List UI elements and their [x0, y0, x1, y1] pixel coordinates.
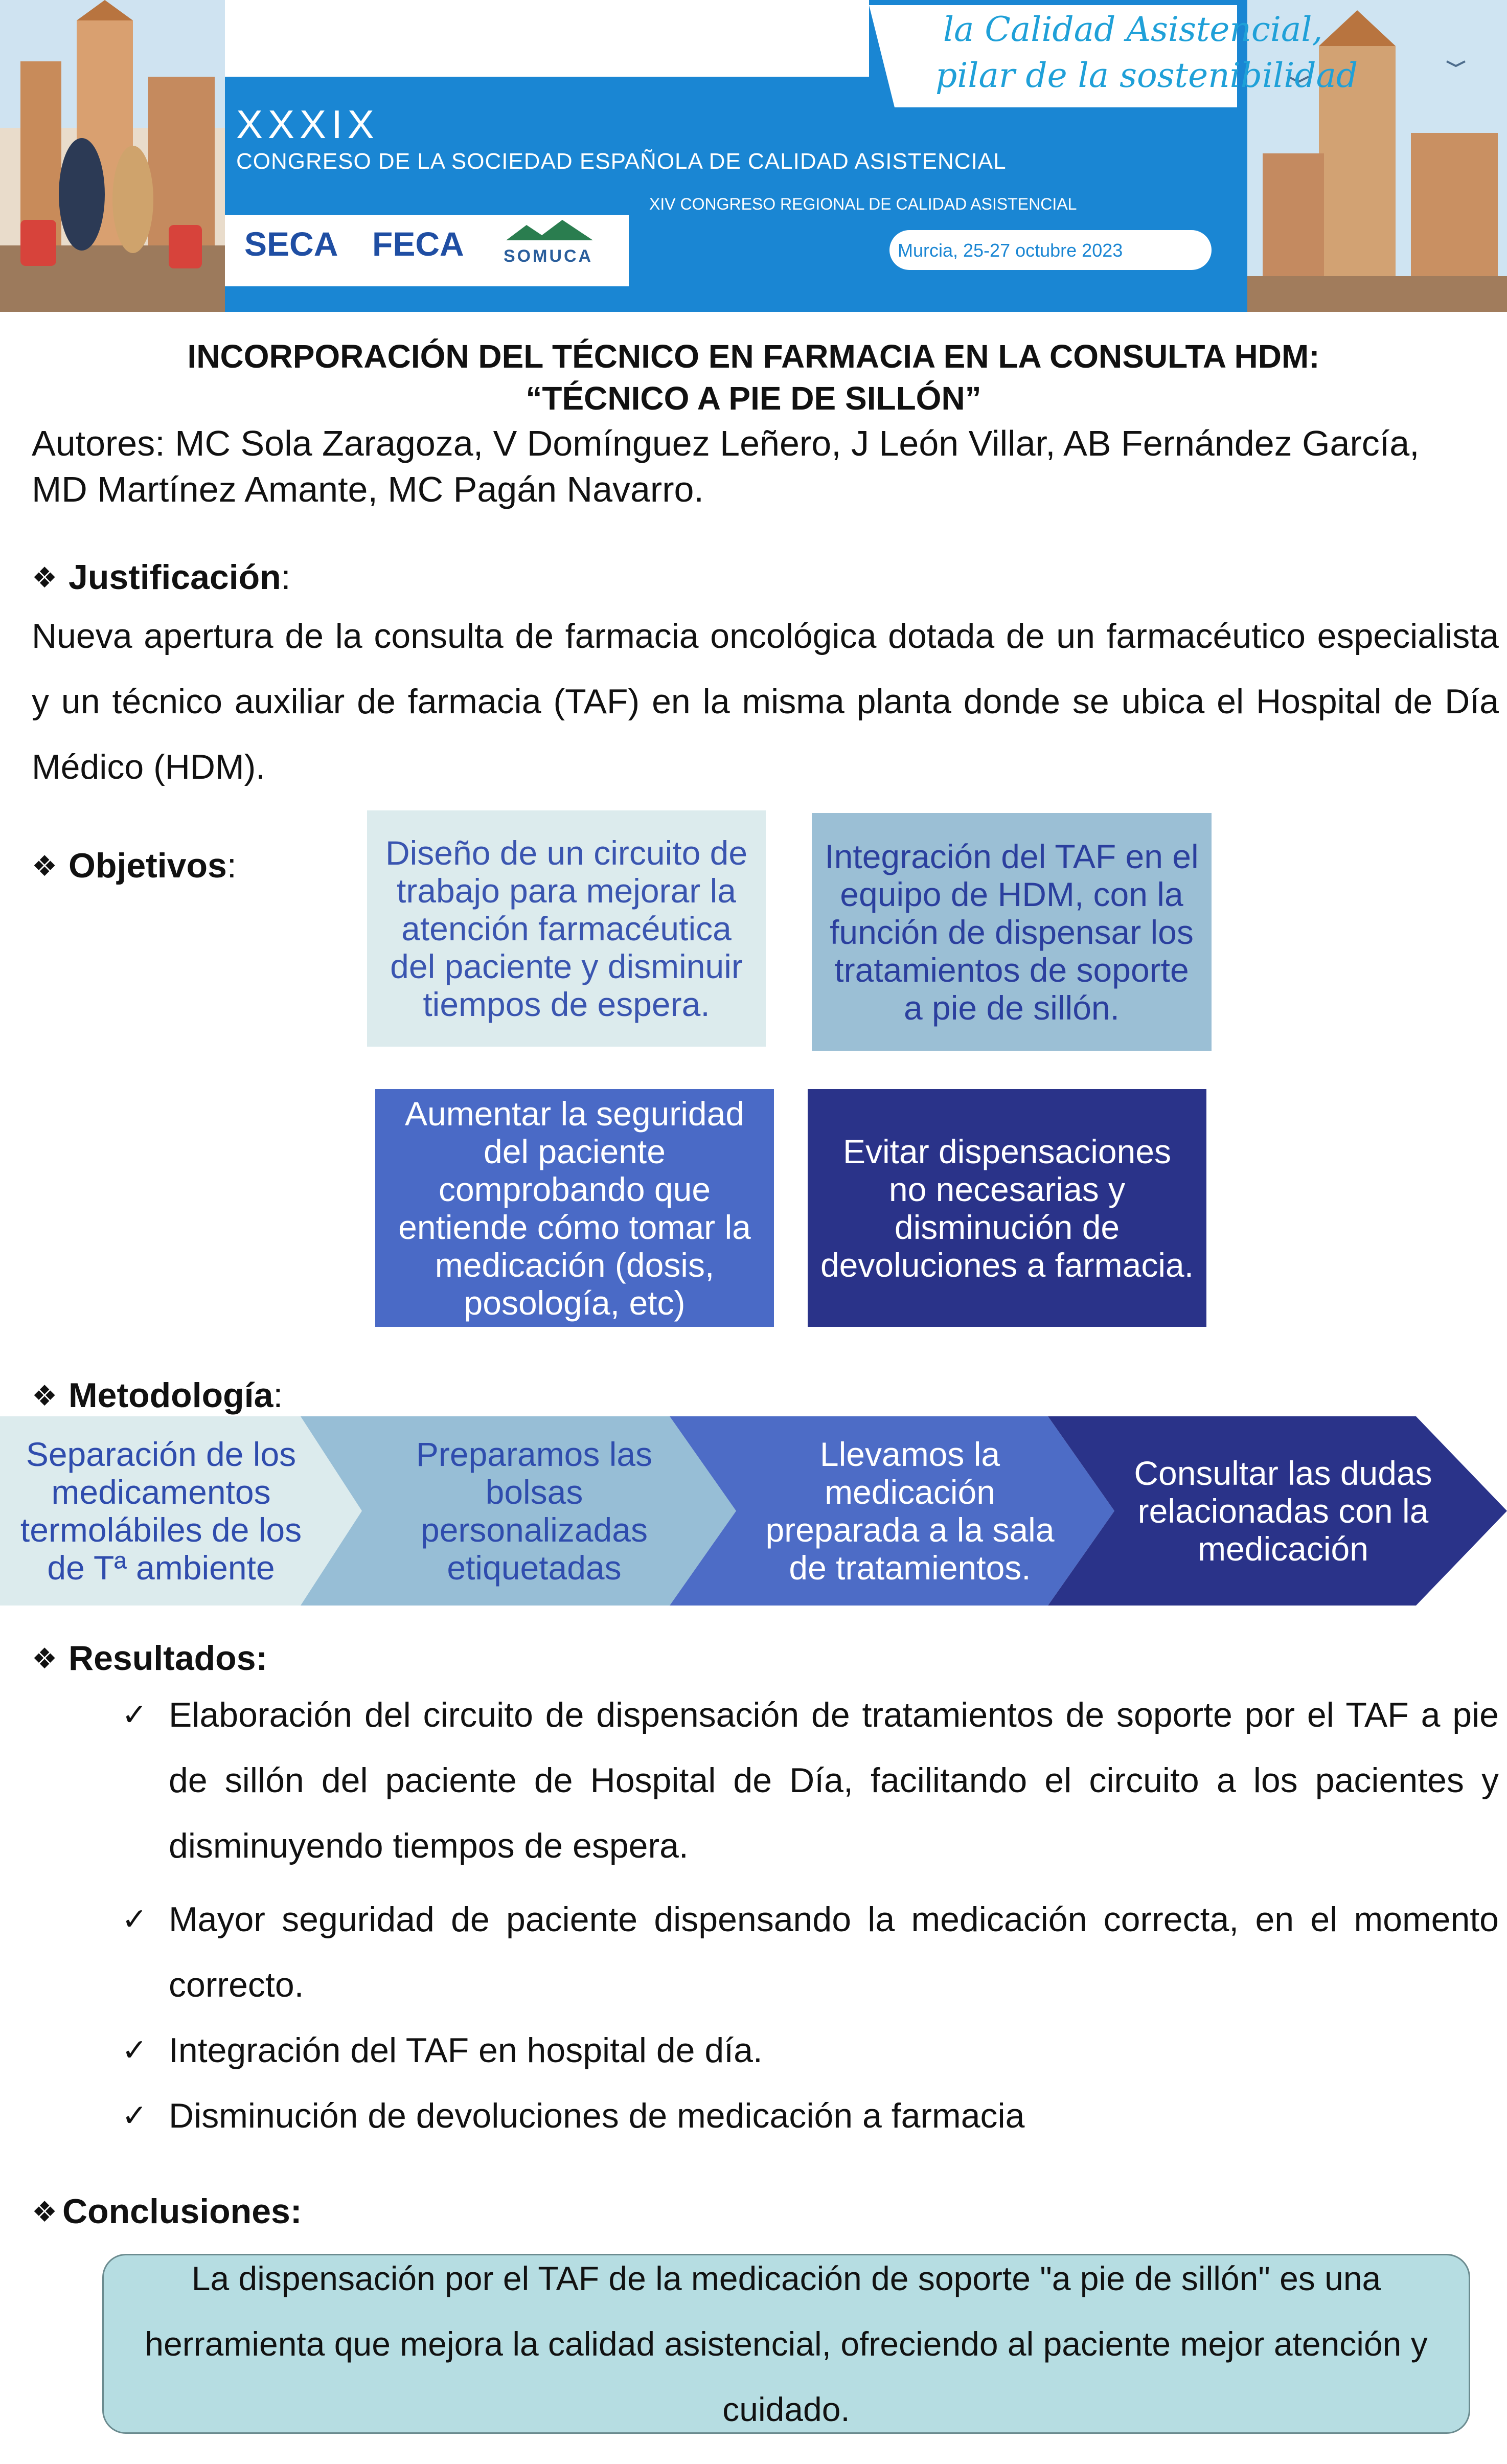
diamond-bullet-icon: ❖	[32, 2196, 58, 2228]
regional-congress: XIV CONGRESO REGIONAL DE CALIDAD ASISTENCIAL	[649, 195, 1077, 213]
result-item-3: Integración del TAF en hospital de día.	[169, 2031, 763, 2070]
section-heading-metodologia: ❖ Metodología:	[32, 1372, 283, 1419]
process-step-4: Consultar las dudas relacionadas con la medicación	[1134, 1454, 1432, 1568]
process-step-1: Separación de los medicamentos termolábiles de los de Tª ambiente	[20, 1435, 302, 1587]
objective-box-3: Aumentar la seguridad del paciente comprobando que entiende cómo tomar la medicación (dosis, posología, etc)	[375, 1089, 774, 1327]
conclusion-box	[102, 2254, 1470, 2434]
diamond-bullet-icon: ❖	[32, 1642, 58, 1675]
banner-illustration	[0, 0, 1507, 312]
slogan-line-2: pilar de la sostenibilidad	[935, 56, 1358, 95]
diamond-bullet-icon: ❖	[32, 850, 58, 883]
checkmark-icon: ✓	[122, 1902, 148, 1936]
slogan-line-1: la Calidad Asistencial,	[943, 10, 1323, 49]
section-heading-objetivos: ❖ Objetivos:	[32, 843, 237, 889]
section-heading-resultados: ❖ Resultados:	[32, 1635, 267, 1682]
process-step-3: Llevamos la medicación preparada a la sala de tratamientos.	[765, 1435, 1055, 1587]
justificacion-text: Nueva apertura de la consulta de farmacia oncológica dotada de un farmacéutico especialista y un técnico auxiliar de farmacia (TAF) en la misma planta donde se ubica el Hospital de Día Médico (HDM).	[32, 617, 1499, 786]
logo-seca: SECA	[244, 225, 338, 263]
poster-title-line-1: INCORPORACIÓN DEL TÉCNICO EN FARMACIA EN LA CONSULTA HDM:	[187, 338, 1320, 375]
conclusion-text: La dispensación por el TAF de la medicación de soporte "a pie de sillón" es una herramienta que mejora la calidad asistencial, ofreciendo al paciente mejor atención y cuidado.	[145, 2259, 1428, 2428]
logo-feca: FECA	[372, 225, 464, 263]
objective-box-1: Diseño de un circuito de trabajo para mejorar la atención farmacéutica del paciente y disminuir tiempos de espera.	[367, 810, 766, 1047]
congress-name: CONGRESO DE LA SOCIEDAD ESPAÑOLA DE CALIDAD ASISTENCIAL	[236, 149, 1007, 174]
process-step-2: Preparamos las bolsas personalizadas etiquetadas	[416, 1435, 653, 1587]
poster-title-line-2: “TÉCNICO A PIE DE SILLÓN”	[526, 380, 981, 417]
diamond-bullet-icon: ❖	[32, 1380, 58, 1412]
logo-somuca: SOMUCA	[504, 246, 593, 266]
congress-date-place: Murcia, 25-27 octubre 2023	[898, 240, 1123, 261]
congress-edition: XXXIX	[236, 102, 379, 147]
result-item-1: Elaboración del circuito de dispensación de tratamientos de soporte por el TAF a pie de sillón del paciente de Hospital de Día, facilitando el circuito a los pacientes y disminuyendo tiempos de espera.	[169, 1696, 1499, 1865]
diamond-bullet-icon: ❖	[32, 561, 58, 594]
checkmark-icon: ✓	[122, 2033, 148, 2067]
objective-box-2: Integración del TAF en el equipo de HDM, con la función de dispensar los tratamientos de soporte a pie de sillón.	[812, 813, 1212, 1051]
congress-banner	[0, 0, 1507, 312]
objective-box-4: Evitar dispensaciones no necesarias y disminución de devoluciones a farmacia.	[808, 1089, 1206, 1327]
authors: Autores: MC Sola Zaragoza, V Domínguez Leñero, J León Villar, AB Fernández García, MD Martínez Amante, MC Pagán Navarro.	[32, 423, 1420, 509]
checkmark-icon: ✓	[122, 2098, 148, 2133]
section-heading-conclusiones: ❖ Conclusiones:	[32, 2188, 302, 2235]
result-item-2: Mayor seguridad de paciente dispensando la medicación correcta, en el momento correcto.	[169, 1900, 1499, 2004]
result-item-4: Disminución de devoluciones de medicación a farmacia	[169, 2096, 1025, 2135]
checkmark-icon: ✓	[122, 1698, 148, 1732]
section-heading-justificacion: ❖ Justificación:	[32, 554, 291, 601]
